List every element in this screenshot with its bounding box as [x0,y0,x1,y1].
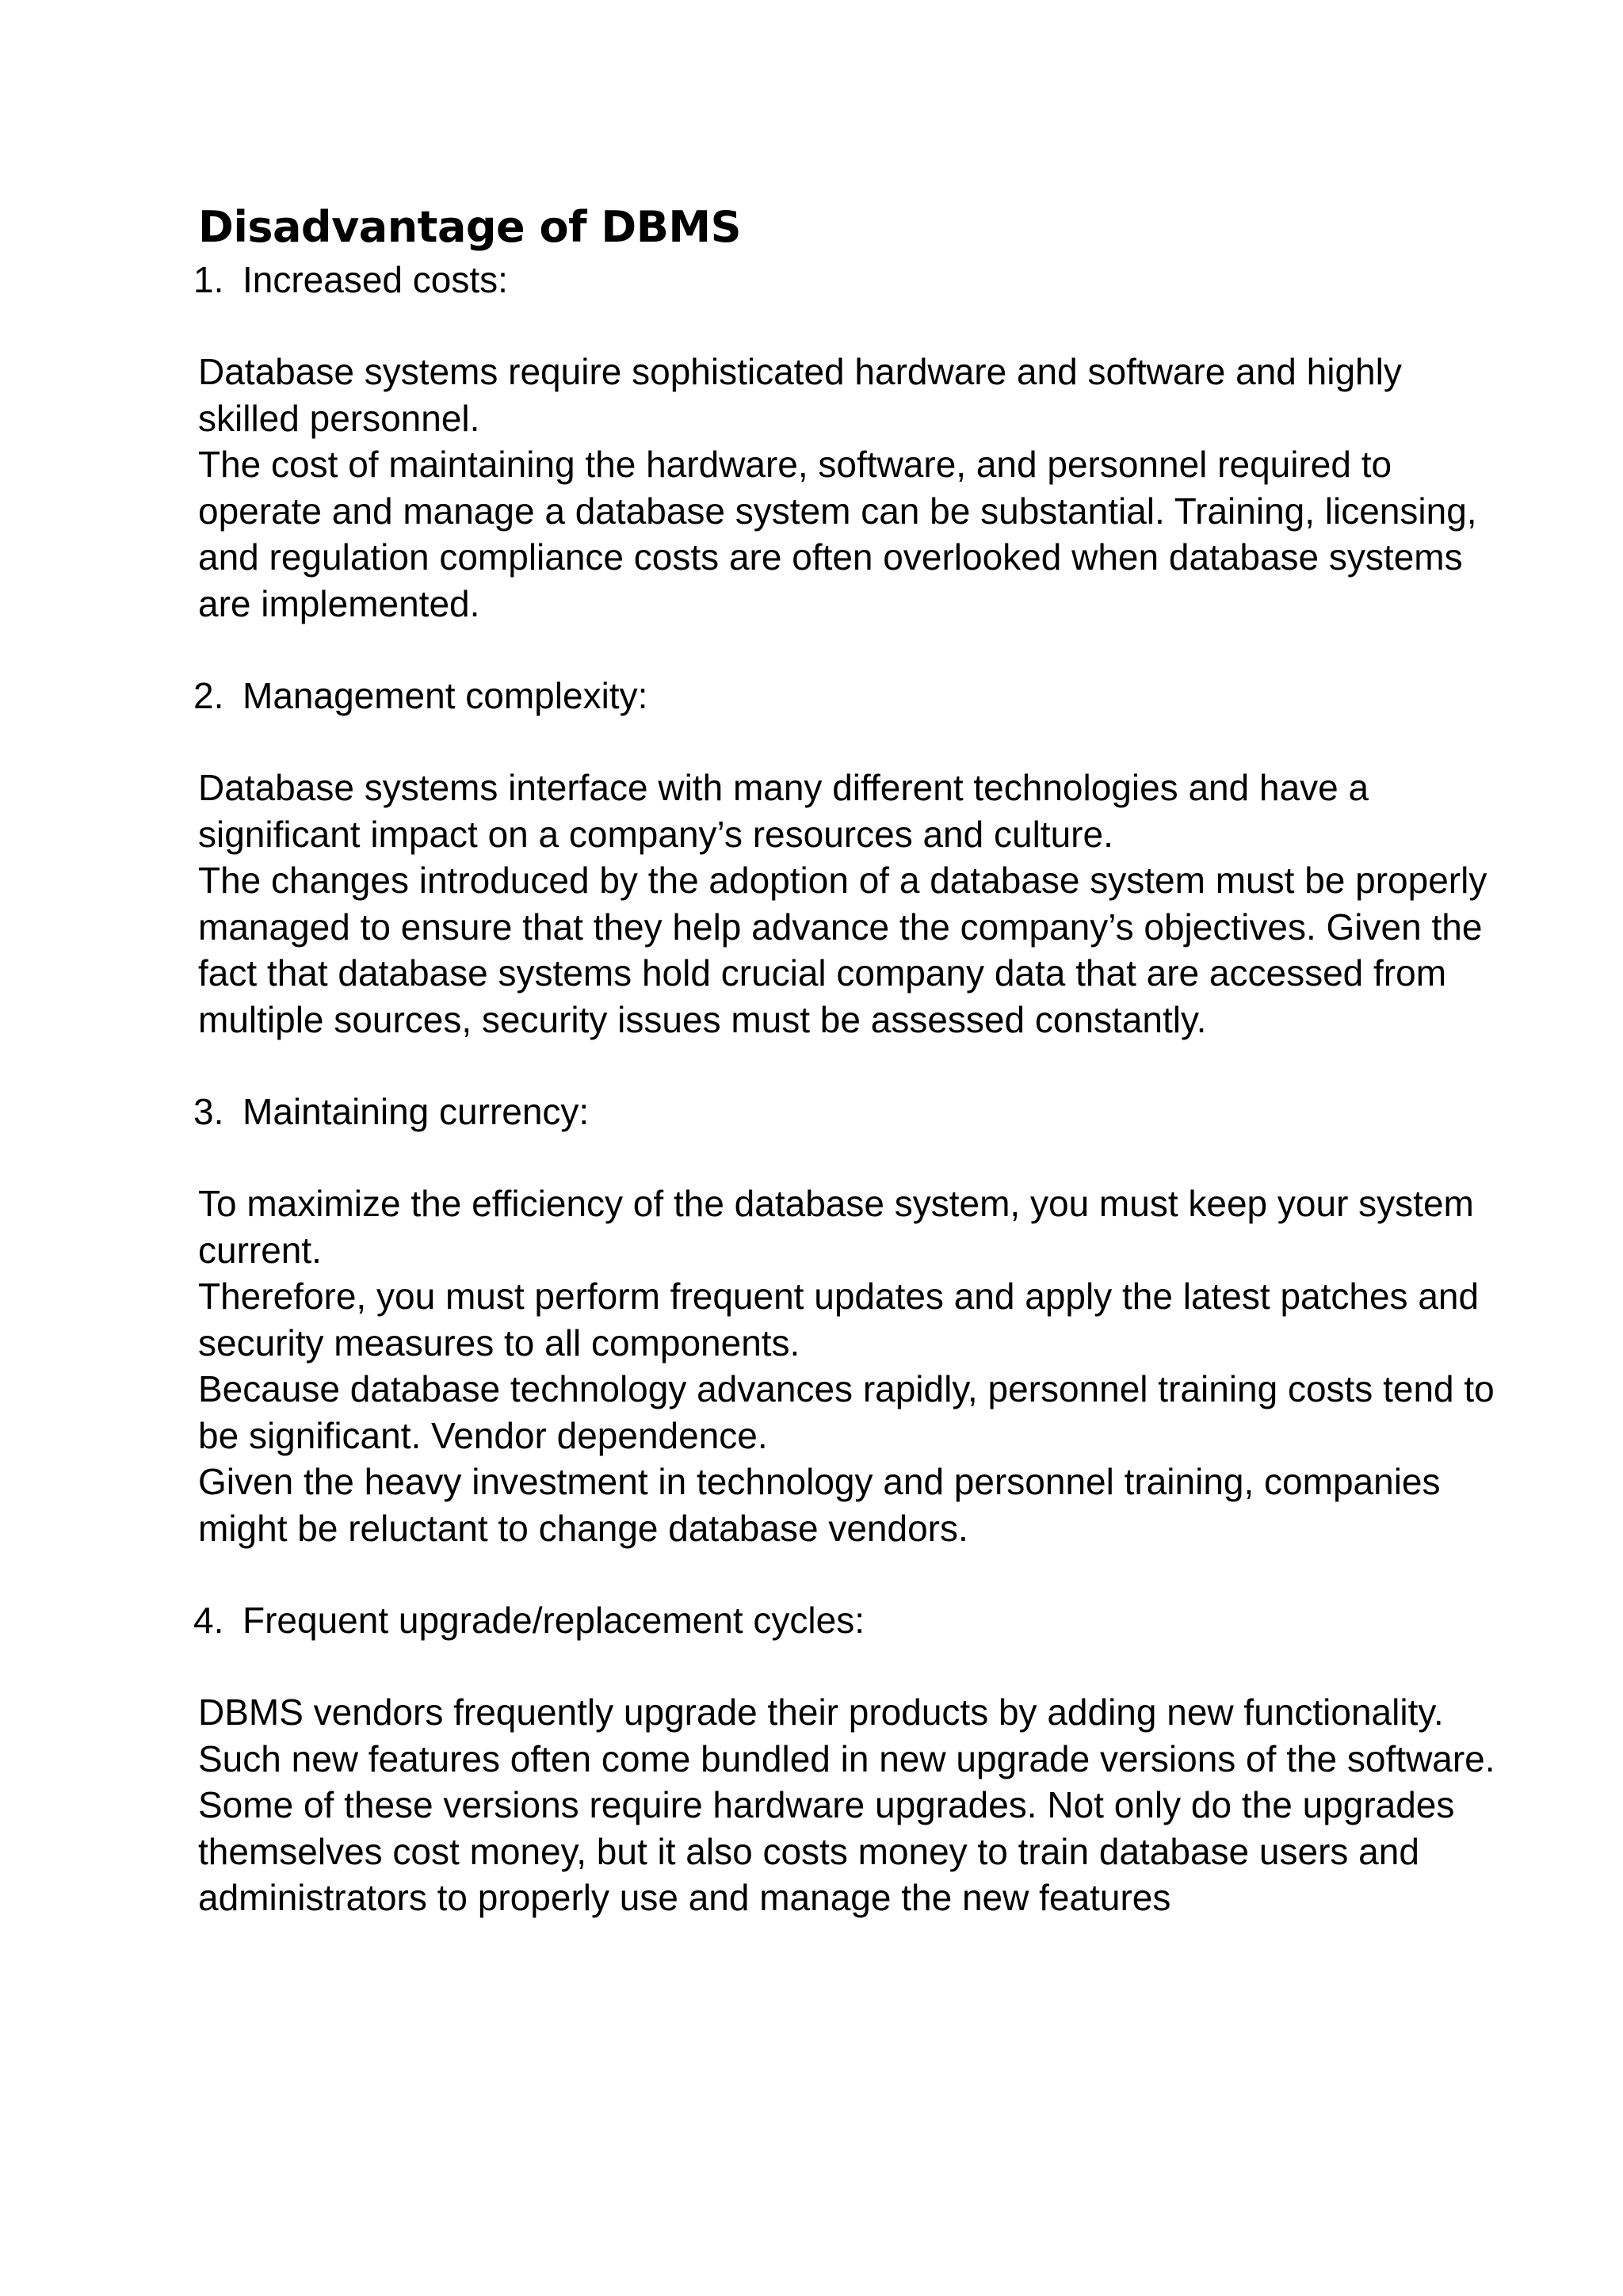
page-title: Disadvantage of DBMS [198,202,741,252]
section-heading-text: Frequent upgrade/replacement cycles: [242,1600,865,1641]
list-number: 1. [193,259,224,300]
paragraph: The changes introduced by the adoption of a database system must be properly managed to ensure that they help advance the company’s objectives. Given the fact that database systems hold crucial company data that are accessed from multiple sources, security issues must be assessed constantly. [198,860,1487,1040]
section-spacer [198,1043,1498,1089]
paragraph: Given the heavy investment in technology and personnel training, companies might be reluctant to change database vendors. [198,1461,1441,1549]
paragraph: DBMS vendors frequently upgrade their products by adding new functionality. Such new features often come bundled in new upgrade versions of the software. [198,1691,1495,1779]
section-frequent-upgrade [193,1597,1498,1921]
paragraph: To maximize the efficiency of the database system, you must keep your system current. [198,1183,1474,1271]
paragraph: Therefore, you must perform frequent updates and apply the latest patches and security measures to all components. [198,1276,1480,1363]
section-maintaining-currency [193,1089,1498,1597]
paragraph: Because database technology advances rapidly, personnel training costs tend to be significant. Vendor dependence. [198,1368,1495,1456]
document-content [193,198,1498,1921]
paragraph: The cost of maintaining the hardware, software, and personnel required to operate and manage a database system can be substantial. Training, licensing, and regulation compliance costs are often overlooked when database systems are implemented. [198,444,1477,624]
list-number: 3. [193,1091,224,1132]
section-heading [193,1597,1498,1643]
section-heading-text: Increased costs: [242,259,508,300]
section-heading [193,673,1498,719]
section-heading [193,257,1498,303]
list-number: 4. [193,1600,224,1641]
section-heading-text: Maintaining currency: [242,1091,590,1132]
section-increased-costs [193,257,1498,673]
section-heading [193,1089,1498,1135]
section-management-complexity [193,673,1498,1089]
section-heading-text: Management complexity: [242,675,648,716]
list-number: 2. [193,675,224,716]
section-spacer [198,1551,1498,1597]
paragraph: Some of these versions require hardware upgrades. Not only do the upgrades themselves cost money, but it also costs money to train database users and administrators to properly use and manage the new features [198,1784,1455,1918]
paragraph: Database systems interface with many different technologies and have a significant impact on a company’s resources and culture. [198,767,1369,855]
paragraph: Database systems require sophisticated hardware and software and highly skilled personnel. [198,351,1402,439]
section-spacer [198,627,1498,673]
